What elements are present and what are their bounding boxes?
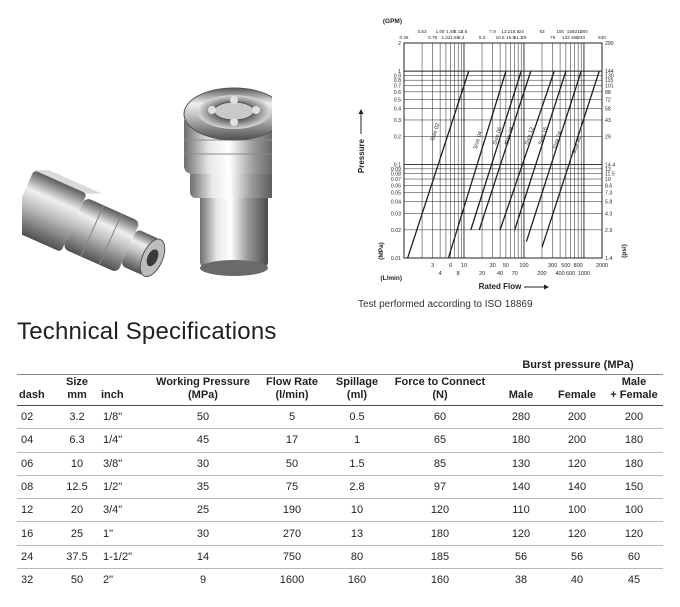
table-row	[17, 429, 663, 452]
series-line-size-08	[479, 71, 531, 230]
y-tick-label: 0.08	[390, 171, 401, 178]
cell-spill: 10	[327, 499, 387, 522]
cell-dash: 08	[17, 475, 55, 498]
table-row	[17, 522, 663, 545]
y-right-tick-label: 115	[605, 78, 614, 85]
male-plug	[22, 165, 177, 285]
cell-spill: 160	[347, 574, 367, 587]
cell-force: 97	[387, 475, 493, 498]
cell-wp: 35	[149, 475, 257, 498]
cell-spill: 13	[327, 522, 387, 545]
header-flow-rate: Flow Rate (l/min)	[257, 375, 327, 406]
table-row	[17, 545, 663, 568]
cell-mf: 100	[605, 499, 663, 522]
y-tick-label: 0.8	[393, 78, 401, 85]
cell-flow: 17	[257, 429, 327, 452]
series-line-size-24	[526, 71, 581, 241]
table-row	[17, 499, 663, 522]
series-label: Size 06	[492, 126, 504, 146]
cell-wp: 25	[149, 499, 257, 522]
y-right-tick-label: 2.9	[605, 227, 613, 234]
top-tick-label: 1.58	[446, 29, 456, 34]
y-tick-label: 2	[398, 41, 401, 47]
series-label: Size 12	[524, 126, 536, 146]
y-right-tick-label: 7.3	[605, 190, 613, 197]
top-tick-label: 7.9	[489, 29, 496, 34]
cell-female: 200	[549, 406, 605, 429]
y-right-tick-label: 10	[605, 177, 611, 184]
header-force-to-connect: Force to Connect (N)	[387, 375, 493, 406]
cell-female: 100	[549, 499, 605, 522]
top-tick-label: 2.4	[458, 35, 465, 40]
y-tick-label: 0.04	[390, 199, 401, 206]
cell-male: 140	[493, 475, 549, 498]
series-label: Size 16	[537, 126, 550, 146]
cell-mf: 180	[605, 452, 663, 475]
cell-mm: 20	[55, 499, 99, 522]
cell-mf: 150	[605, 475, 663, 498]
y-right-tick-label: 88	[605, 89, 611, 96]
cell-dash: 24	[17, 545, 55, 568]
top-tick-label: 24	[518, 29, 524, 34]
y-right-tick-label: 290	[605, 41, 614, 47]
series-line-size-16	[515, 71, 566, 230]
y-tick-label: 0.2	[393, 134, 401, 141]
cell-dash: 02	[17, 406, 55, 429]
cell-spill: 0.5	[327, 406, 387, 429]
y-tick-label: 0.02	[390, 227, 401, 234]
cell-flow: 270	[257, 522, 327, 545]
y-tick-label: 0.6	[393, 89, 401, 96]
cell-female: 140	[549, 475, 605, 498]
cell-female: 56	[549, 545, 605, 568]
series-label: Size 24	[552, 130, 564, 151]
cell-force: 185	[387, 545, 493, 568]
cell-wp: 30	[149, 522, 257, 545]
cell-mm: 12.5	[55, 475, 99, 498]
y-right-tick-label: 5.8	[605, 199, 613, 206]
cell-male: 110	[493, 499, 549, 522]
x-tick-label: 800	[573, 263, 583, 269]
cell-female: 120	[549, 452, 605, 475]
x-tick-label: 400	[555, 271, 565, 277]
y-tick-label: 0.05	[390, 190, 401, 197]
cell-mf: 60	[605, 545, 663, 568]
y-tick-label: 0.07	[390, 177, 401, 184]
top-tick-label: 132	[562, 35, 570, 40]
table-row	[17, 569, 663, 592]
header-size-inch: inch	[99, 375, 149, 406]
x-tick-label: 70	[511, 271, 518, 277]
header-spillage: Spillage (ml)	[327, 375, 387, 406]
lmin-unit-label: (L/min)	[380, 275, 402, 282]
y-tick-label: 1	[398, 69, 401, 76]
header-male: Male	[493, 375, 549, 406]
x-tick-label: 1000	[577, 271, 591, 277]
cell-force: 65	[387, 429, 493, 452]
table-header-row	[17, 375, 663, 406]
cell-mm: 10	[55, 452, 99, 475]
cell-dash: 06	[17, 452, 55, 475]
y-right-tick-label: 58	[605, 106, 611, 113]
y-right-tick-label: 8.6	[605, 183, 613, 190]
cell-wp: 50	[149, 406, 257, 429]
table-row	[17, 406, 663, 429]
cell-mm: 3.2	[55, 406, 99, 429]
top-tick-label: 105	[556, 29, 564, 34]
y-right-tick-label: 11.5	[605, 171, 615, 178]
top-tick-label: 0.26	[399, 35, 409, 40]
x-tick-label: 600	[566, 271, 576, 277]
cell-mf: 180	[605, 429, 663, 452]
y-tick-label: 0.1	[393, 162, 401, 169]
x-tick-label: 40	[497, 271, 504, 277]
header-dash: dash	[17, 375, 55, 406]
top-tick-label: 2.6	[460, 29, 468, 34]
cell-inch: 1/2"	[99, 475, 149, 498]
cell-inch: 1-1/2"	[99, 545, 149, 568]
top-tick-label: 0.53	[417, 29, 427, 34]
cell-female: 40	[570, 574, 584, 587]
top-tick-label: 260	[580, 29, 588, 34]
y-right-tick-label: 13	[605, 166, 611, 173]
cell-dash: 04	[17, 429, 55, 452]
top-tick-label: 1.85	[450, 35, 460, 40]
y-right-tick-label: 130	[605, 73, 614, 80]
y-tick-label: 0.5	[393, 97, 401, 104]
series-label: Size 32	[571, 135, 583, 155]
x-tick-label: 6	[449, 263, 453, 269]
top-tick-label: 185	[570, 35, 579, 40]
top-tick-label: 240	[577, 35, 586, 40]
table-group-header-row	[17, 358, 663, 375]
x-tick-label: 50	[502, 263, 509, 269]
cell-spill: 1	[327, 429, 387, 452]
cell-mf: 120	[605, 522, 663, 545]
y-right-tick-label: 1.4	[605, 256, 613, 262]
y-right-tick-label: 101	[605, 83, 614, 90]
cell-mm: 37.5	[55, 545, 99, 568]
gpm-unit-label: (GPM)	[382, 18, 402, 25]
cell-female: 200	[549, 429, 605, 452]
top-tick-label: 211	[574, 29, 582, 34]
y-tick-label: 0.09	[390, 166, 401, 173]
top-tick-label: 530	[598, 35, 606, 40]
x-tick-label: 4	[438, 271, 442, 277]
x-tick-label: 20	[478, 271, 486, 277]
y-right-tick-label: 29	[605, 134, 611, 141]
series-label: Size 08	[504, 126, 516, 146]
cell-force: 60	[387, 406, 493, 429]
cell-male: 56	[493, 545, 549, 568]
top-tick-label: 15.8	[506, 35, 516, 40]
y-right-tick-label: 43	[605, 117, 611, 124]
top-tick-label: 158	[566, 29, 575, 34]
y-tick-label: 0.03	[390, 211, 401, 218]
cell-female: 120	[549, 522, 605, 545]
cell-mf: 200	[605, 406, 663, 429]
x-tick-label: 30	[489, 263, 496, 269]
cell-force: 160	[430, 574, 450, 587]
chart-caption: Test performed according to ISO 18869	[358, 299, 533, 310]
top-tick-label: 5.3	[478, 35, 486, 40]
cell-wp: 14	[149, 545, 257, 568]
mpa-unit-label: (MPa)	[378, 242, 385, 260]
x-tick-label: 200	[537, 271, 547, 277]
cell-mm: 50	[70, 574, 84, 587]
y-tick-label: 0.7	[393, 83, 401, 90]
cell-mm: 6.3	[55, 429, 99, 452]
series-line-size-12	[500, 71, 554, 230]
cell-spill: 1.5	[327, 452, 387, 475]
table-row	[17, 452, 663, 475]
cell-male: 38	[514, 574, 528, 587]
header-female: Female	[549, 375, 605, 406]
cell-dash: 12	[17, 499, 55, 522]
table-body	[17, 406, 663, 592]
y-right-tick-label: 4.3	[605, 211, 613, 218]
cell-mm: 25	[55, 522, 99, 545]
y-right-tick-label: 144	[605, 69, 614, 76]
header-male-female: Male + Female	[605, 375, 663, 406]
series-label: Size 04	[472, 130, 484, 151]
cell-force: 85	[387, 452, 493, 475]
cell-flow: 5	[257, 406, 327, 429]
x-tick-label: 8	[456, 271, 460, 277]
top-tick-label: 26	[521, 35, 527, 40]
cell-force: 180	[387, 522, 493, 545]
cell-inch: 3/8"	[99, 452, 149, 475]
y-tick-label: 0.9	[393, 73, 401, 80]
x-axis-title: Rated Flow	[478, 282, 522, 291]
y-right-tick-label: 72	[605, 97, 611, 104]
cell-inch: 2"	[103, 574, 114, 587]
cell-mf: 45	[627, 574, 641, 587]
x-tick-label: 10	[460, 263, 468, 269]
section-title: Technical Specifications	[17, 318, 277, 345]
top-tick-label: 53	[539, 29, 545, 34]
x-tick-label: 2000	[595, 263, 609, 269]
top-tick-label: 13.2	[501, 29, 511, 34]
top-tick-label: 0.79	[428, 35, 438, 40]
x-tick-label: 3	[431, 263, 435, 269]
y-tick-label: 0.4	[393, 106, 401, 113]
top-tick-label: 1.32	[441, 35, 451, 40]
x-axis-arrowhead	[544, 285, 549, 290]
coupling-product-image	[22, 70, 272, 285]
y-tick-label: 0.3	[393, 117, 401, 124]
top-tick-label: 2.11	[453, 29, 463, 34]
specifications-table	[17, 358, 663, 592]
cell-male: 130	[493, 452, 549, 475]
cell-force: 120	[387, 499, 493, 522]
cell-flow: 50	[257, 452, 327, 475]
female-coupling	[184, 88, 272, 276]
cell-inch: 1/4"	[99, 429, 149, 452]
top-tick-label: 1.05	[435, 29, 445, 34]
cell-flow: 75	[257, 475, 327, 498]
cell-male: 180	[493, 429, 549, 452]
y-tick-label: 0.01	[390, 256, 401, 262]
cell-spill: 2.8	[327, 475, 387, 498]
cell-inch: 1"	[99, 522, 149, 545]
top-tick-label: 21.1	[513, 35, 523, 40]
cell-male: 120	[493, 522, 549, 545]
y-tick-label: 0.06	[390, 183, 401, 190]
cell-male: 280	[493, 406, 549, 429]
burst-pressure-header: Burst pressure (MPa)	[493, 358, 663, 375]
header-size-mm: Size mm	[55, 375, 99, 406]
pressure-flow-chart	[352, 6, 680, 296]
cell-flow: 750	[257, 545, 327, 568]
x-tick-label: 500	[561, 263, 571, 269]
cell-spill: 80	[327, 545, 387, 568]
cell-wp: 45	[149, 429, 257, 452]
x-tick-label: 100	[519, 263, 529, 269]
cell-flow: 1600	[279, 574, 305, 587]
y-axis-title: Pressure	[357, 138, 366, 174]
x-tick-label: 300	[547, 263, 558, 269]
top-tick-label: 79	[550, 35, 556, 40]
cell-inch: 1/8"	[99, 406, 149, 429]
cell-wp: 30	[149, 452, 257, 475]
cell-inch: 3/4"	[99, 499, 149, 522]
y-right-tick-label: 14.4	[605, 162, 616, 169]
top-tick-label: 10.5	[495, 35, 505, 40]
header-working-pressure: Working Pressure (MPa)	[149, 375, 257, 406]
psi-unit-label: (psi)	[621, 244, 628, 258]
cell-wp: 9	[199, 574, 207, 587]
top-tick-label: 18.5	[510, 29, 520, 34]
series-label: Size 02	[429, 122, 442, 142]
table-row	[17, 475, 663, 498]
cell-flow: 190	[257, 499, 327, 522]
cell-dash: 16	[17, 522, 55, 545]
cell-dash: 32	[21, 574, 34, 587]
y-axis-arrowhead	[359, 109, 364, 114]
